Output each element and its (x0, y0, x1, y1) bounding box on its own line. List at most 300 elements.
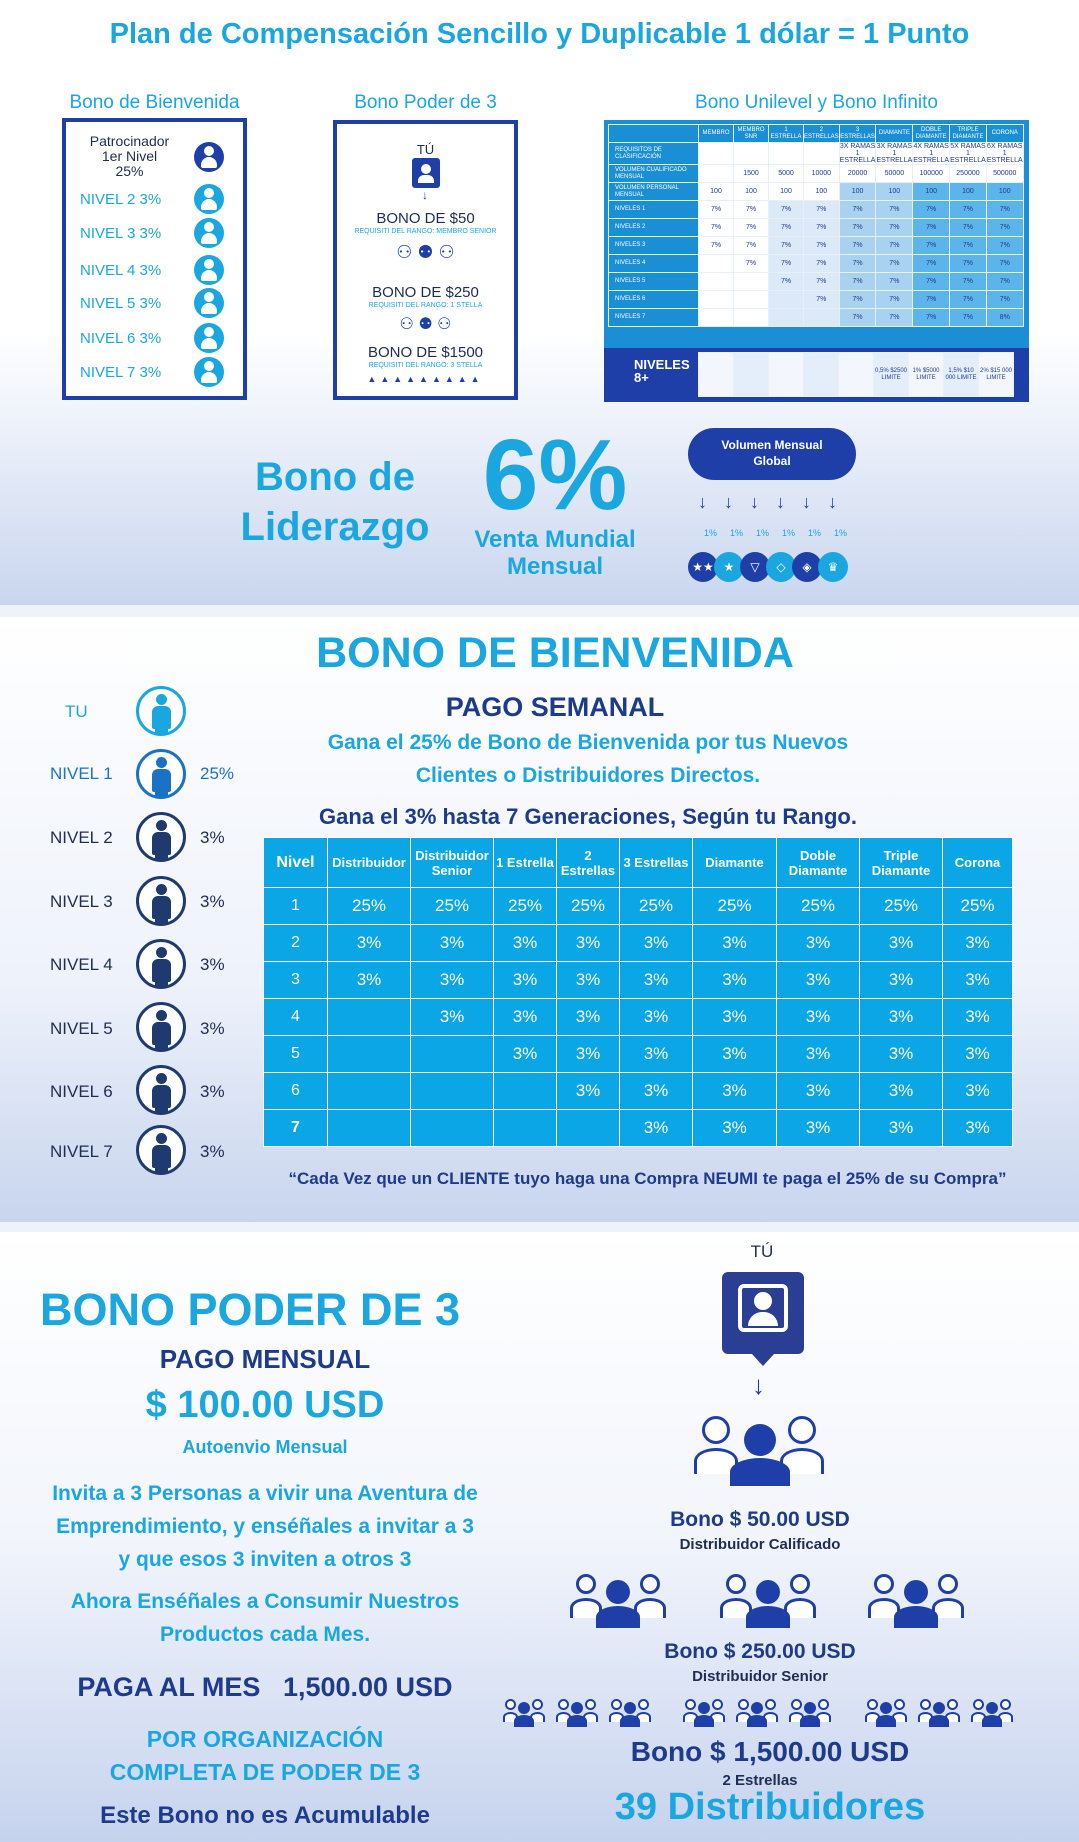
person-icon (136, 1065, 186, 1115)
table-header: 1 Estrella (494, 838, 557, 888)
level-label: NIVEL 6 (50, 1082, 113, 1101)
table-cell: 3% (620, 1036, 693, 1073)
sponsor-line-1: Patrocinador (89, 133, 170, 149)
unilevel-header: 3 ESTRELLAS (839, 125, 876, 143)
power-teach-2: Productos cada Mes. (159, 1623, 371, 1646)
person-icon (194, 184, 224, 214)
rank-crown-icon: ♛ (818, 552, 848, 582)
unilevel-cell: 7% (876, 291, 913, 309)
table-cell: 3% (693, 962, 777, 999)
table-cell: 25% (328, 888, 411, 925)
unilevel-cell: 7% (769, 201, 804, 219)
table-cell: 3% (943, 1073, 1013, 1110)
arrow-down-icon: ↓ (422, 188, 428, 202)
unilevel-header: 2 ESTRELLAS (804, 125, 840, 143)
group-icon (690, 1410, 830, 1490)
welcome-section-title: BONO DE BIENVENIDA (316, 629, 794, 677)
power3-bonus-1500: BONO DE $1500 (367, 344, 484, 361)
unilevel-cell: 100 (839, 183, 876, 201)
unilevel-cell: 7% (734, 201, 769, 219)
infinity-label: NIVELES 8+ (634, 357, 690, 385)
table-cell: 3% (860, 962, 943, 999)
table-cell (411, 1073, 494, 1110)
table-cell: 3% (557, 999, 620, 1036)
table-cell: 3% (494, 925, 557, 962)
person-icon (136, 1002, 186, 1052)
table-cell: 3% (620, 962, 693, 999)
table-cell: 3% (328, 925, 411, 962)
group-icon (917, 1697, 961, 1729)
table-cell: 3% (943, 925, 1013, 962)
unilevel-cell (734, 309, 769, 327)
welcome-desc-1: Gana el 25% de Bono de Bienvenida por tus Nuevos (327, 731, 849, 754)
table-row (264, 962, 1013, 999)
group-icon (866, 1570, 966, 1630)
pct-label: 1% (834, 528, 848, 538)
unilevel-cell: 6X RAMAS 1 ESTRELLA (986, 143, 1023, 164)
unilevel-cell (734, 273, 769, 291)
table-header: 3 Estrellas (620, 838, 693, 888)
global-volume-cloud (688, 428, 856, 480)
table-cell: 3% (494, 962, 557, 999)
infinity-cell (734, 353, 769, 397)
table-cell: 3% (411, 925, 494, 962)
infinity-cell (699, 353, 734, 397)
unilevel-cell: 7% (876, 201, 913, 219)
table-cell (557, 1110, 620, 1147)
table-header: 2 Estrellas (557, 838, 620, 888)
unilevel-cell: 50000 (876, 165, 913, 183)
infinity-cell: 2% $15 000 LIMITE (979, 353, 1014, 397)
tree-rank-2: Distribuidor Senior (692, 1668, 828, 1685)
person-icon (194, 255, 224, 285)
table-cell: 6 (264, 1073, 328, 1110)
table-cell: 3% (860, 925, 943, 962)
power-pays: PAGA AL MES 1,500.00 USD (77, 1672, 453, 1702)
table-cell: 3% (943, 999, 1013, 1036)
welcome-level-3: NIVEL 3 3% (80, 225, 162, 242)
unilevel-cell: 7% (950, 255, 987, 273)
unilevel-cell: 7% (699, 201, 734, 219)
table-cell: 3% (777, 1110, 860, 1147)
unilevel-cell: 7% (876, 237, 913, 255)
unilevel-cell: 100 (769, 183, 804, 201)
table-cell: 3% (777, 1036, 860, 1073)
rank-triple-diamond-icon: ◈ (792, 552, 822, 582)
tree-rank-1: Distribuidor Calificado (679, 1536, 841, 1553)
unilevel-cell: 7% (913, 273, 950, 291)
unilevel-cell: 100 (950, 183, 987, 201)
unilevel-cell: 10000 (804, 165, 840, 183)
unilevel-cell: 7% (699, 219, 734, 237)
table-cell: 3% (943, 1036, 1013, 1073)
unilevel-matrix (604, 120, 1029, 402)
unilevel-table (608, 124, 1024, 327)
unilevel-cell: 7% (986, 291, 1023, 309)
table-cell: 3% (693, 1036, 777, 1073)
welcome-section-subtitle: PAGO SEMANAL (445, 692, 665, 722)
table-cell: 3% (557, 1036, 620, 1073)
table-cell: 3% (620, 925, 693, 962)
infinity-cell: 0,5% $2500 LIMITE (874, 353, 909, 397)
leadership-subtitle (455, 526, 655, 580)
unilevel-cell: 7% (734, 237, 769, 255)
unilevel-cell: 7% (804, 291, 840, 309)
table-cell (328, 999, 411, 1036)
table-header: Distribuidor (328, 838, 411, 888)
sponsor-line-3: 25% (115, 163, 144, 179)
sponsor-line-2: 1er Nivel (101, 148, 158, 164)
unilevel-title: Bono Unilevel y Bono Infinito (695, 92, 938, 113)
unilevel-cell: 8% (986, 309, 1023, 327)
table-cell (328, 1110, 411, 1147)
unilevel-row-label: NIVELES 3 (609, 237, 699, 255)
arrow-down-icon: ↓ (698, 492, 707, 512)
unilevel-cell: 7% (734, 255, 769, 273)
table-cell: 3% (328, 962, 411, 999)
group-icon (682, 1697, 726, 1729)
person-icon (194, 288, 224, 318)
unilevel-cell: 7% (986, 237, 1023, 255)
table-cell: 3% (693, 1110, 777, 1147)
level-label: NIVEL 7 (50, 1142, 113, 1161)
unilevel-cell: 7% (699, 237, 734, 255)
unilevel-cell: 100 (986, 183, 1023, 201)
unilevel-cell: 7% (804, 255, 840, 273)
unilevel-row-label: NIVELES 7 (609, 309, 699, 327)
sponsor-icon (194, 142, 224, 172)
person-icon (194, 357, 224, 387)
unilevel-cell: 20000 (839, 165, 876, 183)
power-org-2: COMPLETA DE PODER DE 3 (109, 1759, 421, 1785)
table-cell: 1 (264, 888, 328, 925)
person-icon (136, 686, 186, 736)
unilevel-cell: 7% (950, 291, 987, 309)
arrow-down-icon: ↓ (752, 1370, 765, 1400)
person-icon (194, 218, 224, 248)
level-label: NIVEL 3 (50, 892, 113, 911)
global-volume-label: Volumen Mensual Global (721, 438, 823, 468)
group-icon (788, 1697, 832, 1729)
arrow-down-icon: ↓ (750, 492, 759, 512)
table-cell: 25% (777, 888, 860, 925)
power-invite-1: Invita a 3 Personas a vivir una Aventura de (52, 1482, 478, 1505)
table-cell: 3% (860, 1110, 943, 1147)
unilevel-cell (699, 165, 734, 183)
level-pct: 3% (200, 892, 225, 911)
level-pct: 3% (200, 1142, 225, 1161)
power3-req-2: REQUISITI DEL RANGO: 1 STELLA (368, 302, 483, 309)
person-icon (136, 876, 186, 926)
unilevel-cell: 3X RAMAS 1 ESTRELLA (839, 143, 876, 164)
welcome-level-6: NIVEL 6 3% (80, 330, 162, 347)
tree-bonus-1500: Bono $ 1,500.00 USD (630, 1736, 910, 1767)
power-autoship: Autoenvio Mensual (182, 1437, 348, 1457)
power-amount: $ 100.00 USD (145, 1384, 385, 1426)
group-icon: ⚇ ⚉ ⚇ (396, 242, 455, 262)
table-cell: 3% (860, 1036, 943, 1073)
unilevel-cell: 7% (986, 273, 1023, 291)
unilevel-cell: 100 (913, 183, 950, 201)
unilevel-cell: 3X RAMAS 1 ESTRELLA (876, 143, 913, 164)
table-header: Corona (943, 838, 1013, 888)
level-pct: 3% (200, 1019, 225, 1038)
pct-label: 1% (704, 528, 718, 538)
table-cell: 25% (557, 888, 620, 925)
unilevel-header: DIAMANTE (876, 125, 913, 143)
unilevel-cell: 7% (876, 273, 913, 291)
level-label: NIVEL 5 (50, 1019, 113, 1038)
table-cell: 3% (557, 1073, 620, 1110)
unilevel-row-label: NIVELES 2 (609, 219, 699, 237)
power-of-3-section (0, 1232, 1079, 1842)
unilevel-cell (769, 291, 804, 309)
unilevel-cell: 7% (913, 201, 950, 219)
pct-label: 1% (730, 528, 744, 538)
level-pct: 25% (200, 764, 235, 783)
table-cell: 25% (494, 888, 557, 925)
unilevel-header: 1 ESTRELLA (769, 125, 804, 143)
unilevel-cell: 7% (913, 219, 950, 237)
table-cell (494, 1110, 557, 1147)
unilevel-cell: 7% (804, 273, 840, 291)
person-icon (136, 939, 186, 989)
table-cell: 25% (620, 888, 693, 925)
table-header: Diamante (693, 838, 777, 888)
table-header: Nivel (264, 838, 328, 888)
user-avatar-icon (722, 1272, 804, 1354)
table-cell: 3% (860, 1073, 943, 1110)
unilevel-cell (804, 143, 840, 165)
power-org-1: POR ORGANIZACIÓN (146, 1726, 384, 1752)
person-icon (136, 812, 186, 862)
table-cell: 25% (693, 888, 777, 925)
unilevel-cell: 100 (699, 183, 734, 201)
table-cell (411, 1110, 494, 1147)
unilevel-cell: 7% (986, 219, 1023, 237)
table-header: Distribuidor Senior (411, 838, 494, 888)
unilevel-cell: 7% (913, 237, 950, 255)
unilevel-cell (699, 291, 734, 309)
unilevel-cell (699, 309, 734, 327)
power-invite-3: y que esos 3 inviten a otros 3 (118, 1548, 412, 1571)
unilevel-cell: 7% (839, 291, 876, 309)
unilevel-cell (699, 143, 734, 165)
table-cell: 4 (264, 999, 328, 1036)
group-icon: ⚇ ⚉ ⚇ (399, 316, 452, 333)
user-avatar-icon (412, 158, 440, 188)
people-row-icon: ▲▲▲▲▲▲▲▲▲ (367, 374, 484, 384)
unilevel-cell (734, 291, 769, 309)
unilevel-cell: 250000 (950, 165, 987, 183)
rank-star-icon: ★ (714, 552, 744, 582)
level-label-you: TU (65, 702, 88, 721)
table-cell (411, 1036, 494, 1073)
table-cell: 2 (264, 925, 328, 962)
unilevel-header: MEMBRO SNR (734, 125, 769, 143)
table-cell: 3% (943, 962, 1013, 999)
table-cell: 3% (693, 925, 777, 962)
infinity-cell (804, 353, 839, 397)
power3-bonus-250: BONO DE $250 (372, 284, 479, 301)
table-cell: 3 (264, 962, 328, 999)
unilevel-cell: 7% (839, 237, 876, 255)
infinity-cell (769, 353, 804, 397)
unilevel-header: DOBLE DIAMANTE (913, 125, 950, 143)
welcome-bonus-table (263, 837, 1013, 1147)
table-cell: 3% (943, 1110, 1013, 1147)
rank-diamond-icon: ▽ (740, 552, 770, 582)
person-icon (136, 749, 186, 799)
unilevel-cell: 7% (769, 273, 804, 291)
tree-rank-3: 2 Estrellas (722, 1772, 798, 1789)
infinity-cell: 1% $5000 LIMITE (909, 353, 944, 397)
power3-panel (333, 120, 518, 400)
table-cell: 3% (411, 962, 494, 999)
leadership-title-line1: Bono de (255, 455, 415, 499)
table-header: Triple Diamante (860, 838, 943, 888)
table-cell: 5 (264, 1036, 328, 1073)
unilevel-cell: 500000 (986, 165, 1023, 183)
table-cell: 3% (860, 999, 943, 1036)
table-cell: 3% (693, 999, 777, 1036)
unilevel-row-label: NIVELES 1 (609, 201, 699, 219)
pct-label: 1% (808, 528, 822, 538)
unilevel-cell (699, 255, 734, 273)
unilevel-cell: 7% (804, 219, 840, 237)
level-pct: 3% (200, 1082, 225, 1101)
table-row (264, 1036, 1013, 1073)
unilevel-header: CORONA (986, 125, 1023, 143)
infinity-cell (839, 353, 874, 397)
table-row (264, 1110, 1013, 1147)
welcome-desc-2: Clientes o Distribuidores Directos. (415, 764, 761, 787)
unilevel-cell: 7% (839, 273, 876, 291)
table-cell: 3% (777, 1073, 860, 1110)
arrow-down-icon: ↓ (724, 492, 733, 512)
unilevel-cell: 7% (986, 255, 1023, 273)
power-invite-2: Emprendimiento, y enséñales a invitar a 3 (56, 1515, 474, 1538)
welcome-level-2: NIVEL 2 3% (80, 191, 162, 208)
unilevel-cell: 100 (804, 183, 840, 201)
unilevel-row-label: REQUISITOS DE CLASIFICACIÓN (609, 143, 699, 165)
level-label: NIVEL 2 (50, 828, 113, 847)
table-cell: 3% (620, 999, 693, 1036)
arrow-down-icon: ↓ (776, 492, 785, 512)
power3-req-1: REQUISITI DEL RANGO: MEMBRO SENIOR (354, 228, 497, 235)
unilevel-cell: 100 (876, 183, 913, 201)
unilevel-cell: 7% (986, 201, 1023, 219)
table-row (264, 888, 1013, 925)
power3-panel-title: Bono Poder de 3 (354, 92, 497, 113)
table-cell: 3% (557, 925, 620, 962)
tree-total: 39 Distribuidores (614, 1786, 926, 1828)
group-icon (970, 1697, 1014, 1729)
level-label: NIVEL 1 (50, 764, 113, 783)
table-cell: 3% (777, 962, 860, 999)
table-cell (328, 1036, 411, 1073)
unilevel-row-label: NIVELES 5 (609, 273, 699, 291)
leadership-title (230, 452, 440, 552)
unilevel-cell (699, 273, 734, 291)
unilevel-cell: 7% (839, 309, 876, 327)
unilevel-cell: 5X RAMAS 1 ESTRELLA (950, 143, 986, 164)
tree-bonus-250: Bono $ 250.00 USD (664, 1640, 856, 1663)
table-row (264, 1073, 1013, 1110)
welcome-level-4: NIVEL 4 3% (80, 262, 162, 279)
unilevel-cell: 7% (950, 201, 987, 219)
level-label: NIVEL 4 (50, 955, 113, 974)
unilevel-cell: 7% (913, 309, 950, 327)
unilevel-cell: 7% (769, 255, 804, 273)
unilevel-cell: 7% (839, 255, 876, 273)
unilevel-cell (769, 309, 804, 327)
table-cell: 3% (494, 999, 557, 1036)
infinity-cell: 1,5% $10 000 LIMITE (944, 353, 979, 397)
table-cell: 3% (693, 1073, 777, 1110)
pct-label: 1% (756, 528, 770, 538)
welcome-level-7: NIVEL 7 3% (80, 364, 162, 381)
welcome-panel-title: Bono de Bienvenida (69, 92, 240, 113)
rank-stars-icon: ★★ (688, 552, 718, 582)
unilevel-cell: 5000 (769, 165, 804, 183)
rank-double-diamond-icon: ◇ (766, 552, 796, 582)
table-cell (328, 1073, 411, 1110)
unilevel-cell: 7% (913, 255, 950, 273)
unilevel-cell: 7% (839, 201, 876, 219)
table-header: Doble Diamante (777, 838, 860, 888)
power-teach-1: Ahora Enséñales a Consumir Nuestros (70, 1590, 460, 1613)
group-icon (608, 1697, 652, 1729)
table-cell: 3% (777, 925, 860, 962)
group-icon (864, 1697, 908, 1729)
unilevel-cell: 7% (769, 219, 804, 237)
infinity-table (698, 352, 1014, 397)
unilevel-row-label: NIVELES 4 (609, 255, 699, 273)
power3-req-3: REQUISITI DEL RANGO: 3 STELLA (368, 362, 483, 369)
table-row (264, 925, 1013, 962)
page-title: Plan de Compensación Sencillo y Duplicable 1 dólar = 1 Punto (109, 18, 970, 50)
table-cell: 3% (620, 1073, 693, 1110)
power3-you-label: TÚ (416, 142, 435, 157)
arrow-down-icon: ↓ (802, 492, 811, 512)
arrow-down-icon: ↓ (828, 492, 837, 512)
person-icon (194, 323, 224, 353)
leadership-sub-line1: Venta Mundial (474, 526, 636, 553)
leadership-title-line2: Liderazgo (240, 505, 430, 549)
unilevel-cell (734, 143, 769, 165)
unilevel-cell: 4X RAMAS 1 ESTRELLA (913, 143, 950, 164)
unilevel-cell: 7% (876, 255, 913, 273)
table-cell: 25% (860, 888, 943, 925)
unilevel-row-label: VOLUMEN PERSONAL MENSUAL (609, 183, 699, 201)
table-cell: 3% (411, 999, 494, 1036)
level-pct: 3% (200, 955, 225, 974)
unilevel-cell: 7% (950, 273, 987, 291)
pct-label: 1% (782, 528, 796, 538)
power-pay-label: PAGO MENSUAL (159, 1344, 371, 1374)
table-cell: 7 (264, 1110, 328, 1147)
power3-bonus-50: BONO DE $50 (376, 210, 475, 227)
unilevel-cell: 7% (876, 219, 913, 237)
unilevel-cell: 7% (804, 237, 840, 255)
welcome-quote: “Cada Vez que un CLIENTE tuyo haga una Compra NEUMI te paga el 25% de su Compra” (288, 1169, 1007, 1188)
unilevel-row-label: VOLUMEN CUALIFICADO MENSUAL (609, 165, 699, 183)
unilevel-cell: 7% (839, 219, 876, 237)
unilevel-cell: 7% (804, 201, 840, 219)
welcome-desc-3: Gana el 3% hasta 7 Generaciones, Según tu Rango. (319, 804, 857, 829)
table-cell: 3% (494, 1036, 557, 1073)
